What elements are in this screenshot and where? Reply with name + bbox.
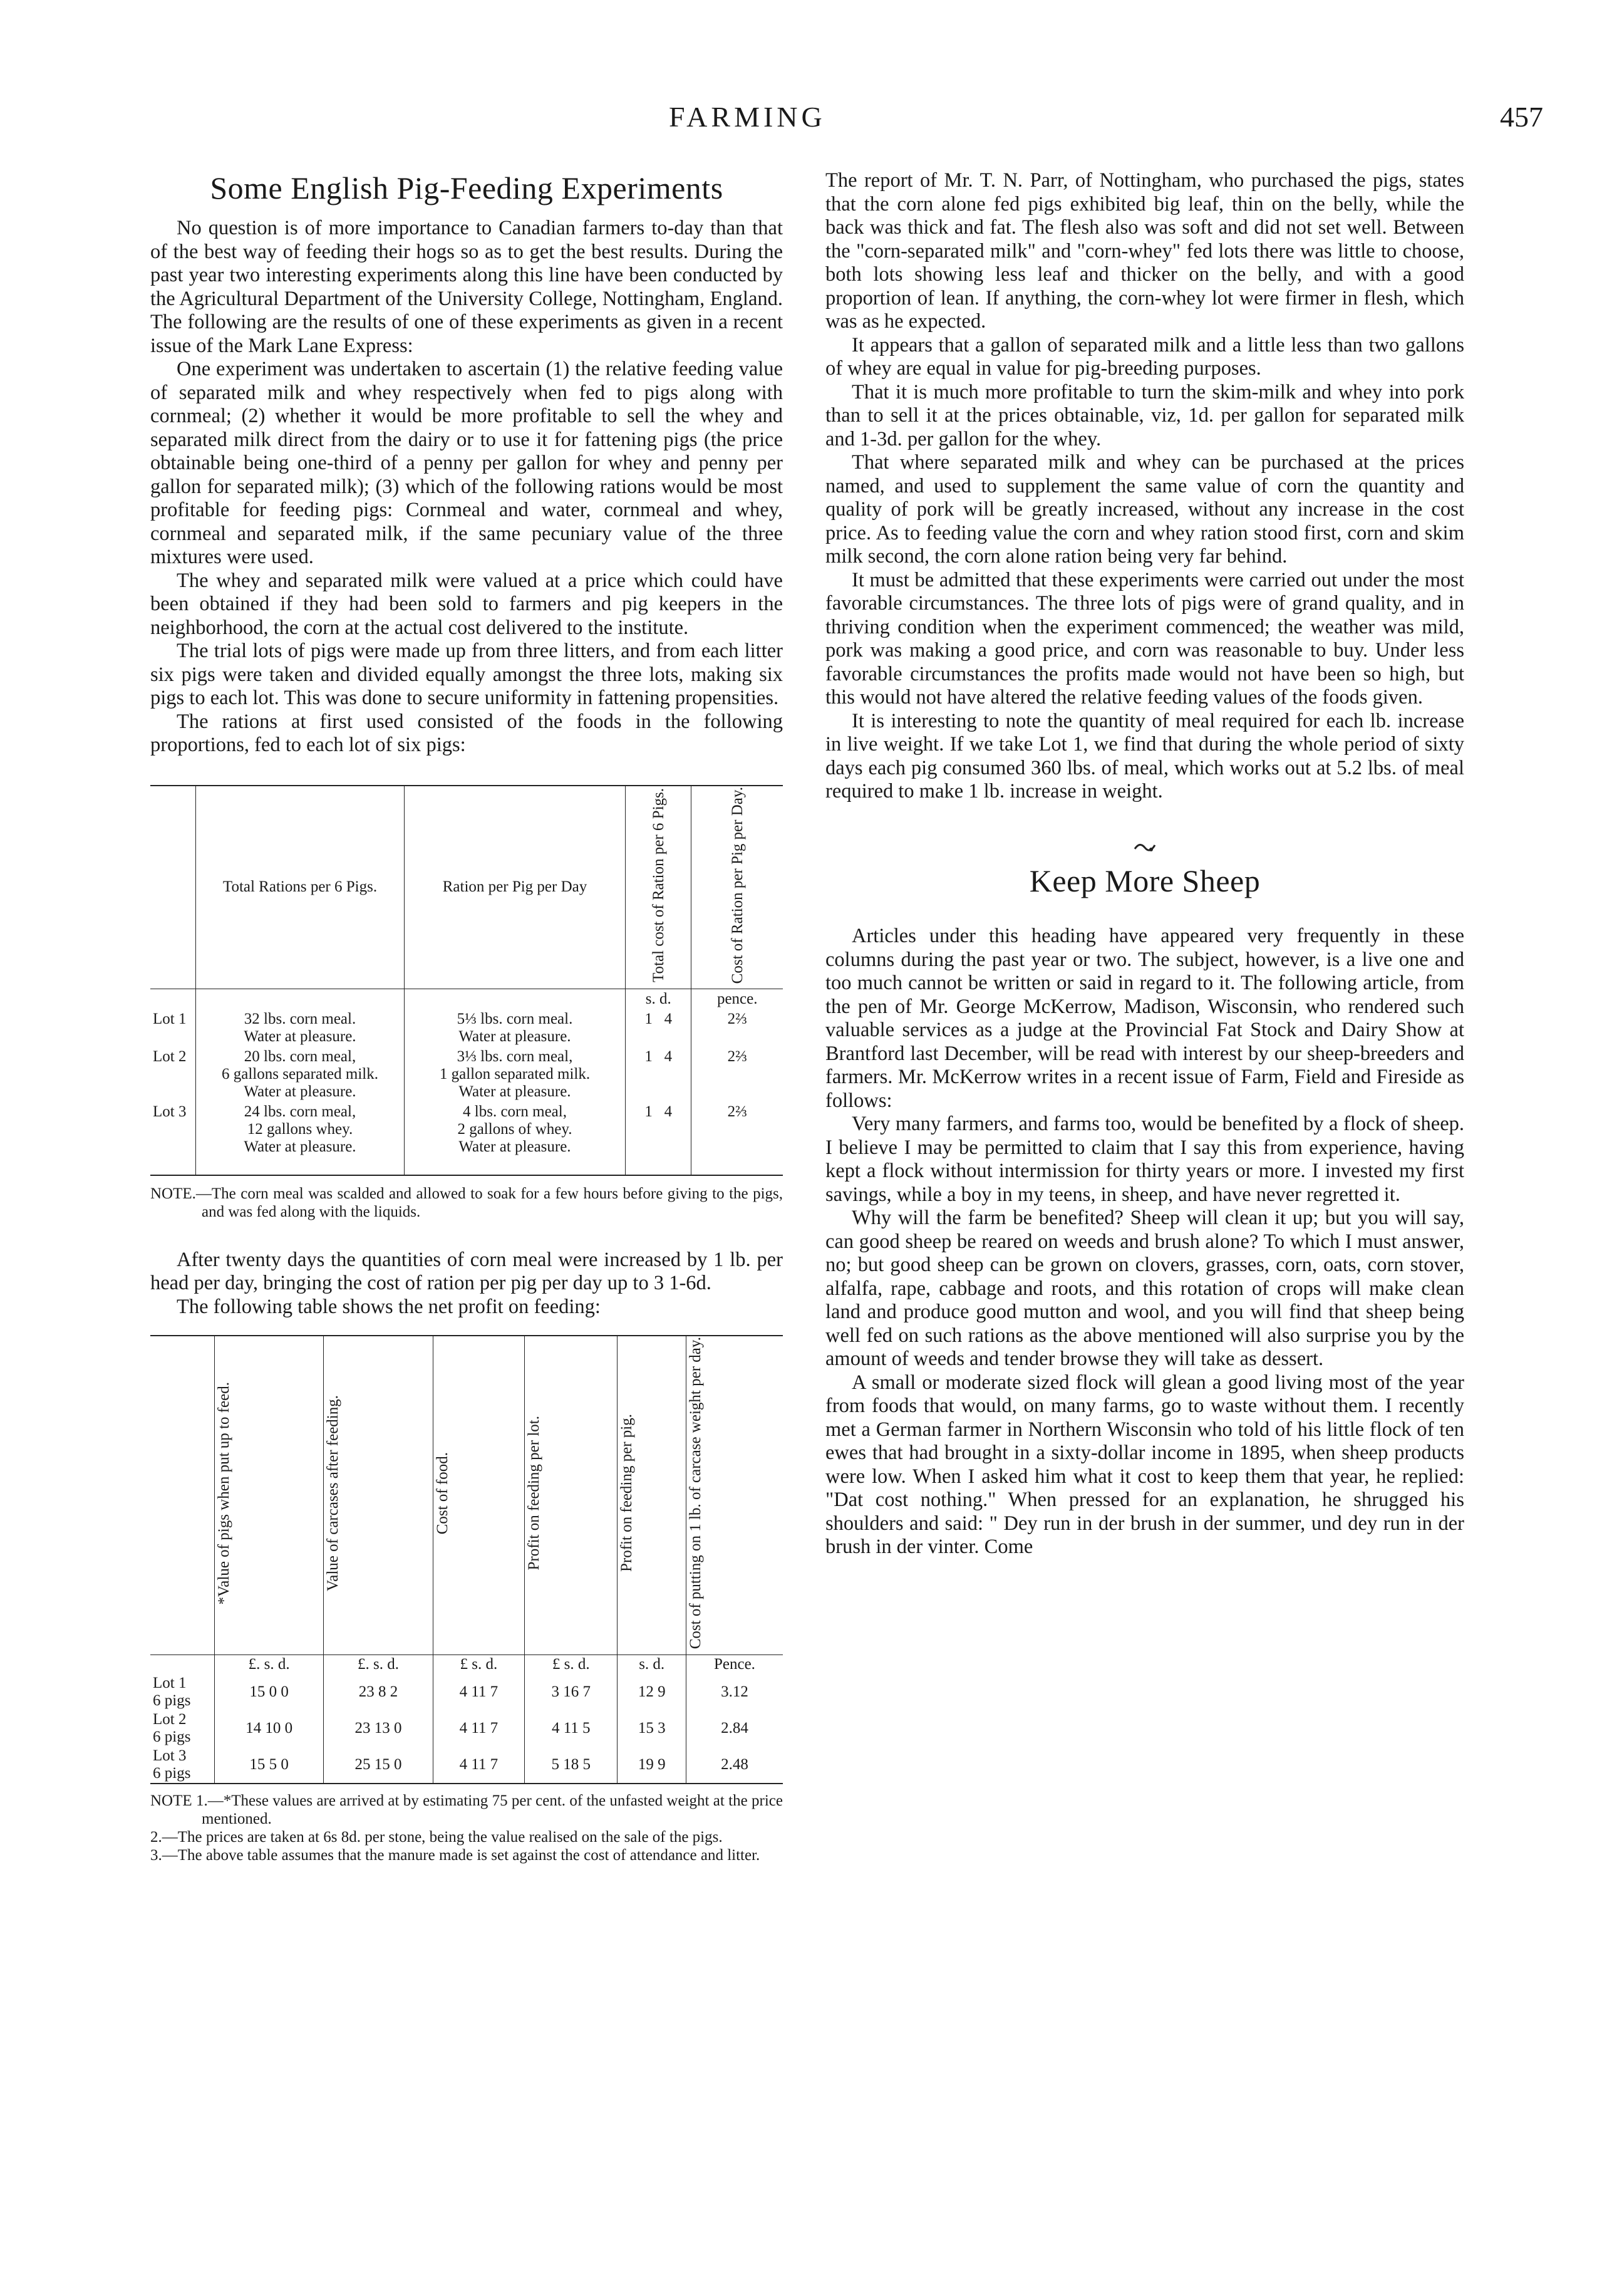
article2-paragraph: Why will the farm be benefited? Sheep will clean it up; but you will say, can good sheep be reared on weeds and brush alone? To which I must answer, no; but good sheep can be grown on clovers, grasses, corn, oats, corn stover, alfalfa, rape, cabbage and roots, and this rotation of crops will make clean land and produce good mutton and wool, and you will find that sheep being well fed on such rations as the above mentioned will also surprise you by the amount of weeds and tender browse they will take as dessert. [825, 1207, 1464, 1370]
table-cell: 23 8 2 [324, 1674, 433, 1710]
article1-paragraph: After twenty days the quantities of corn meal were increased by 1 lb. per head per day, bringing the cost of ration per pig per day up to 3 1-6d. [150, 1248, 783, 1295]
cell-line: Water at pleasure. [244, 1138, 356, 1155]
column-header: Profit on feeding per lot. [525, 1416, 543, 1571]
article1-paragraph: That it is much more profitable to turn the skim-milk and whey into pork than to sell it at the prices obtainable, viz, 1d. per gallon for separated milk and 1-3d. per gallon for the whey. [825, 380, 1464, 450]
article1-paragraph: The trial lots of pigs were made up from three litters, and from each litter six pigs were taken and divided equally amongst the three lots, making six pigs to each lot. This was done to secure uniformity in fattening propensities. [150, 640, 783, 709]
column-header: Cost of food. [433, 1452, 451, 1535]
table-cell: 14 10 0 [215, 1710, 324, 1747]
unit-label: £. s. d. [324, 1654, 433, 1674]
cell-line: 32 lbs. corn meal. [244, 1010, 356, 1027]
unit-label: s. d. [618, 1654, 686, 1674]
article1-paragraph: The following table shows the net profit on feeding: [177, 1295, 601, 1318]
article1-paragraph: The rations at first used consisted of the foods in the following proportions, fed to each lot of six pigs: [150, 710, 783, 756]
cell-line: Water at pleasure. [244, 1027, 356, 1045]
cell-line: 6 gallons separated milk. [222, 1065, 378, 1083]
cell-line: Water at pleasure. [458, 1138, 571, 1155]
table2-note: 3.—The above table assumes that the manure made is set against the cost of attendance and litter. [150, 1846, 760, 1864]
right-column [825, 169, 1464, 1559]
cell-line: 3⅓ lbs. corn meal, [457, 1047, 573, 1065]
lot-label: Lot 3 [153, 1103, 187, 1120]
table-row [150, 1674, 783, 1710]
article1-paragraph: No question is of more importance to Canadian farmers to-day than that of the best way of feeding their hogs so as to get the best results. During the past year two interesting experiments along this line have been conducted by the Agricultural Department of the University College, Nottingham, England. The following are the results of one of these experiments as given in a recent issue of the Mark Lane Express: [150, 217, 783, 357]
table-cell: 12 9 [618, 1674, 686, 1710]
lot-label: Lot 2 [153, 1047, 187, 1065]
cost-pence: 4 [664, 1010, 673, 1027]
article1-paragraph: It must be admitted that these experiments were carried out under the most favorable circumstances. The three lots of pigs were of grand quality, and in thriving condition when the experiment commenced; the weather was mild, pork was making a good price, and corn was reasonable to buy. Under less favorable circumstances the profits made would not have been so high, but this would not have altered the relative feeding values of the foods given. [825, 568, 1464, 709]
unit-label: £ s. d. [433, 1654, 524, 1674]
table-cell: 4 11 7 [433, 1747, 524, 1784]
table-row [150, 989, 783, 1009]
table-row [150, 1747, 783, 1784]
column-header: Ration per Pig per Day [405, 786, 626, 989]
column-header: *Value of pigs when put up to feed. [215, 1381, 232, 1605]
table-row [150, 1009, 783, 1047]
page-header [0, 100, 1597, 138]
table-cell: 19 9 [618, 1747, 686, 1784]
table-cell: 25 15 0 [324, 1747, 433, 1784]
table-header-row [150, 1336, 783, 1654]
cell-line: Water at pleasure. [458, 1083, 571, 1100]
table-cell: 4 11 5 [525, 1710, 618, 1747]
article2-paragraph: A small or moderate sized flock will glean a good living most of the year from foods that would, on many farms, go to waste without them. I recently met a German farmer in Northern Wisconsin who told of his little flock of ten ewes that had brought in a sixty-dollar income in 1895, when sheep products were low. When I asked him what it cost to keep them that year, he replied: "Dat cost nothing." When pressed for an explanation, he shrugged his shoulders and said: " Dey run in der brush in der summer, und dey run in der brush in der vinter. Come [825, 1371, 1464, 1558]
table-cell: 15 3 [618, 1710, 686, 1747]
table-cell: 23 13 0 [324, 1710, 433, 1747]
table-cell: 4 11 7 [433, 1710, 524, 1747]
page-number: 457 [1500, 101, 1543, 133]
column-header: Cost of putting on 1 lb. of carcase weight per day. [686, 1337, 704, 1649]
article2-title: Keep More Sheep [1029, 863, 1261, 898]
table-cell: 4 11 7 [433, 1674, 524, 1710]
unit-label: £ s. d. [525, 1654, 618, 1674]
article2-paragraph: Very many farmers, and farms too, would be benefited by a flock of sheep. I believe I may be permitted to claim that I say this from experience, having kept a flock without intermission for thirty years or more. I invested my first savings, while a boy in my teens, in sheep, and have never regretted it. [825, 1113, 1464, 1206]
table2-note: 2.—The prices are taken at 6s 8d. per stone, being the value realised on the sale of the pigs. [150, 1828, 723, 1846]
table-header-row [150, 786, 783, 989]
article1-paragraph: That where separated milk and whey can be purchased at the prices named, and used to supplement the same value of corn the quantity and quality of pork will be greatly increased, without any increase in the cost price. As to feeding value the corn and whey ration stood first, corn and skim milk second, the corn alone ration being very far behind. [825, 451, 1464, 568]
table-row [150, 1102, 783, 1175]
cell-line: 20 lbs. corn meal, [244, 1047, 356, 1065]
cell-line: 5⅓ lbs. corn meal. [457, 1010, 573, 1027]
column-header: Value of carcases after feeding. [324, 1395, 342, 1591]
unit-label: s. d. [626, 989, 691, 1009]
table-cell: 15 0 0 [215, 1674, 324, 1710]
article1-paragraph: One experiment was undertaken to ascertain (1) the relative feeding value of separated milk and whey respectively when fed to pigs along with cornmeal; (2) whether it would be more profitable to sell the whey and separated milk direct from the dairy or to use it for fattening pigs (the price obtainable being one-third of a penny per gallon for whey and penny per gallon for separated milk); (3) which of the following rations would be most profitable for feeding pigs: Cornmeal and water, cornmeal and whey, cornmeal and separated milk, if the same pecuniary value of the three mixtures were used. [150, 358, 783, 568]
article1-paragraph: It appears that a gallon of separated milk and a little less than two gallons of whey are equal in value for pig-breeding purposes. [825, 333, 1464, 380]
pence-value: 2⅔ [691, 1047, 783, 1102]
lot-label: Lot 1 [153, 1674, 187, 1691]
cell-line: 1 gallon separated milk. [439, 1065, 591, 1083]
rations-table [150, 785, 783, 1176]
cell-line: Water at pleasure. [244, 1083, 356, 1100]
table2-note: NOTE 1.—*These values are arrived at by estimating 75 per cent. of the unfasted weight at the price mentioned. [150, 1792, 783, 1827]
column-header: Profit on feeding per pig. [618, 1414, 636, 1572]
table1-note: NOTE.—The corn meal was scalded and allowed to soak for a few hours before giving to the pigs, and was fed along with the liquids. [150, 1185, 783, 1220]
cost-shillings: 1 [644, 1103, 653, 1120]
column-header: Cost of Ration per Pig per Day. [728, 786, 746, 984]
article1-title: Some English Pig-Feeding Experiments [210, 170, 723, 205]
table-row [150, 1047, 783, 1102]
lot-label: Lot 3 [153, 1747, 187, 1764]
column-header: Total cost of Ration per 6 Pigs. [649, 787, 667, 982]
lot-label: Lot 1 [153, 1010, 187, 1027]
left-column [150, 169, 783, 1864]
cost-shillings: 1 [644, 1010, 653, 1027]
lot-label: Lot 2 [153, 1710, 187, 1728]
table-cell: 15 5 0 [215, 1747, 324, 1784]
pence-value: 2⅔ [691, 1009, 783, 1047]
cost-pence: 4 [664, 1047, 673, 1065]
cost-pence: 4 [664, 1103, 673, 1120]
column-header: Total Rations per 6 Pigs. [196, 786, 405, 989]
table-row [150, 1710, 783, 1747]
cell-line: 12 gallons whey. [247, 1120, 353, 1138]
lot-pigs: 6 pigs [153, 1764, 191, 1782]
lot-pigs: 6 pigs [153, 1728, 191, 1745]
pence-value: 2⅔ [691, 1102, 783, 1175]
article1-paragraph: The report of Mr. T. N. Parr, of Nottingham, who purchased the pigs, states that the corn alone fed pigs exhibited big leaf, thin on the belly, while the back was thick and fat. The flesh also was soft and did not set well. Between the "corn-separated milk" and "corn-whey" fed lots there was little to choose, both lots showing less leaf and thicker on the belly, and with a good proportion of lean. If anything, the corn-whey lot were firmer in flesh, which was as he expected. [825, 169, 1464, 333]
article2-paragraph: Articles under this heading have appeared very frequently in these columns during the past year or two. The subject, however, is a live one and too much cannot be written or said in regard to it. The following article, from the pen of Mr. George McKerrow, Madison, Wisconsin, who rendered such valuable services as a judge at the Provincial Fat Stock and Dairy Show at Brantford last December, will be read with interest by our sheep-breeders and farmers. Mr. McKerrow writes in a recent issue of Farm, Field and Fireside as follows: [825, 925, 1464, 1112]
article1-paragraph: The whey and separated milk were valued at a price which could have been obtained if they had been sold to farmers and pig keepers in the neighborhood, the corn at the actual cost delivered to the institute. [150, 569, 783, 639]
unit-label: pence. [691, 989, 783, 1009]
table-cell: 2.84 [686, 1710, 783, 1747]
table-cell: 5 18 5 [525, 1747, 618, 1784]
table-cell: 3.12 [686, 1674, 783, 1710]
cell-line: Water at pleasure. [458, 1027, 571, 1045]
article1-paragraph: It is interesting to note the quantity of meal required for each lb. increase in live weight. If we take Lot 1, we find that during the whole period of sixty days each pig consumed 360 lbs. of meal, which works out at 5.2 lbs. of meal required to make 1 lb. increase in weight. [825, 709, 1464, 803]
cell-line: 24 lbs. corn meal, [244, 1103, 356, 1120]
table-cell: 3 16 7 [525, 1674, 618, 1710]
cost-shillings: 1 [644, 1047, 653, 1065]
running-title: FARMING [669, 101, 826, 133]
unit-label: £. s. d. [215, 1654, 324, 1674]
lot-pigs: 6 pigs [153, 1691, 191, 1709]
table-row [150, 1654, 783, 1674]
cell-line: 4 lbs. corn meal, [463, 1103, 567, 1120]
unit-label: Pence. [686, 1654, 783, 1674]
cell-line: 2 gallons of whey. [457, 1120, 572, 1138]
profit-table [150, 1335, 783, 1784]
table-cell: 2.48 [686, 1747, 783, 1784]
ornament-divider-icon [825, 836, 1464, 860]
